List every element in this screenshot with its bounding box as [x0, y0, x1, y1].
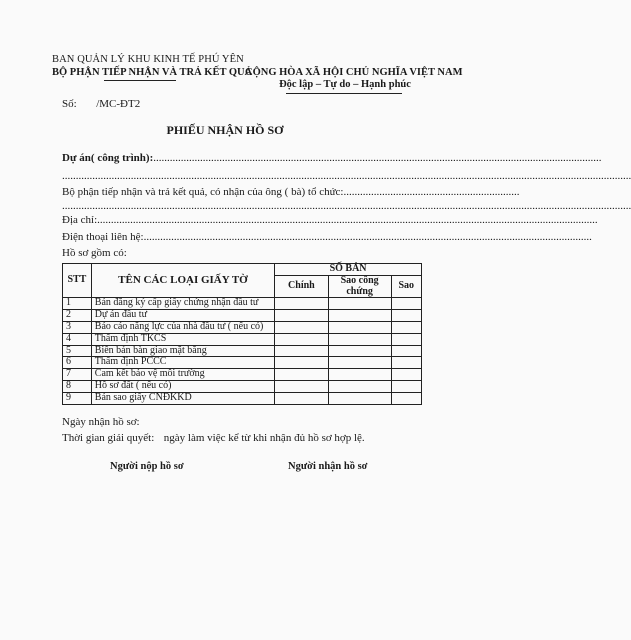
receiving-label: Bộ phận tiếp nhận và trả kết quả, có nhận của ông ( bà) tổ chức:: [62, 186, 344, 198]
project-field: [62, 152, 602, 165]
row-copy-cell: [391, 392, 421, 404]
row-document-name: Hồ sơ đất ( nếu có): [91, 380, 274, 392]
receiving-field: [62, 186, 520, 199]
processing-time-label: Thời gian giải quyết:: [62, 432, 155, 444]
row-certified-copy-cell: [328, 298, 391, 310]
country-name: CỘNG HÒA XÃ HỘI CHỦ NGHĨA VIỆT NAM: [245, 67, 463, 78]
row-original-cell: [275, 369, 329, 381]
project-dotted-line: ...................................................................................................................................................................: [153, 152, 602, 164]
row-document-name: Bản đăng ký cấp giấy chứng nhận đầu tư: [91, 298, 274, 310]
header-right-divider: [286, 93, 402, 94]
row-stt: 6: [63, 357, 92, 369]
row-copy-cell: [391, 357, 421, 369]
row-document-name: Cam kết bảo vệ môi trường: [91, 369, 274, 381]
row-original-cell: [275, 321, 329, 333]
row-original-cell: [275, 310, 329, 322]
phone-label: Điện thoại liên hệ:: [62, 231, 144, 243]
row-stt: 2: [63, 310, 92, 322]
row-copy-cell: [391, 298, 421, 310]
row-stt: 9: [63, 392, 92, 404]
row-certified-copy-cell: [328, 310, 391, 322]
address-field: [62, 214, 598, 227]
row-original-cell: [275, 357, 329, 369]
row-stt: 3: [63, 321, 92, 333]
document-number-code: /MC-ĐT2: [96, 98, 141, 110]
receiving-dotted-line-2: ...............................................................................................................................................................................................................: [62, 200, 631, 212]
row-stt: 8: [63, 380, 92, 392]
processing-time-field: [62, 432, 365, 444]
table-row: [63, 298, 422, 310]
row-document-name: Thẩm định TKCS: [91, 333, 274, 345]
row-copy-cell: [391, 310, 421, 322]
row-copy-cell: [391, 345, 421, 357]
header-left-divider: [104, 80, 176, 81]
table-row: [63, 369, 422, 381]
agency-name: BAN QUẢN LÝ KHU KINH TẾ PHÚ YÊN: [52, 54, 244, 65]
document-number-label: Số:: [62, 98, 77, 110]
row-original-cell: [275, 392, 329, 404]
phone-dotted-line: ...................................................................................................................................................................: [143, 231, 592, 243]
row-copy-cell: [391, 321, 421, 333]
row-certified-copy-cell: [328, 392, 391, 404]
row-document-name: Biên bản bàn giao mặt bằng: [91, 345, 274, 357]
submitter-signature-label: Người nộp hồ sơ: [110, 461, 184, 472]
row-original-cell: [275, 345, 329, 357]
project-dotted-line-2: ...............................................................................................................................................................................................................: [62, 170, 631, 182]
row-certified-copy-cell: [328, 357, 391, 369]
receiving-dotted-line: ................................................................: [343, 186, 520, 198]
row-stt: 7: [63, 369, 92, 381]
row-copy-cell: [391, 369, 421, 381]
table-row: [63, 357, 422, 369]
row-copy-cell: [391, 333, 421, 345]
row-document-name: Dự án đầu tư: [91, 310, 274, 322]
address-dotted-line: ......................................................................................................................................................................................: [97, 214, 598, 226]
table-row: [63, 333, 422, 345]
table-row: [63, 321, 422, 333]
table-row: [63, 345, 422, 357]
documents-table: [62, 263, 422, 405]
row-stt: 1: [63, 298, 92, 310]
row-certified-copy-cell: [328, 333, 391, 345]
row-certified-copy-cell: [328, 345, 391, 357]
documents-table-body: [63, 298, 422, 404]
col-certified-copy-header: Sao công chứng: [328, 275, 391, 298]
table-row: [63, 380, 422, 392]
address-label: Địa chỉ:: [62, 214, 98, 226]
col-original-header: Chính: [275, 275, 329, 298]
row-document-name: Thẩm định PCCC: [91, 357, 274, 369]
phone-field: [62, 231, 592, 244]
row-document-name: Bản sao giấy CNĐKKD: [91, 392, 274, 404]
col-copies-header: SỐ BẢN: [275, 264, 422, 276]
row-document-name: Báo cáo năng lực của nhà đầu tư ( nếu có): [91, 321, 274, 333]
table-row: [63, 392, 422, 404]
department-name: BỘ PHẬN TIẾP NHẬN VÀ TRẢ KẾT QUẢ: [52, 67, 253, 78]
document-title: PHIẾU NHẬN HỒ SƠ: [166, 123, 284, 137]
dossier-label: Hồ sơ gồm có:: [62, 247, 127, 259]
receiver-signature-label: Người nhận hồ sơ: [288, 461, 368, 472]
project-label: Dự án( công trình):: [62, 152, 154, 164]
row-certified-copy-cell: [328, 369, 391, 381]
col-stt-header: STT: [63, 264, 92, 298]
national-motto: Độc lập – Tự do – Hạnh phúc: [279, 79, 411, 90]
row-certified-copy-cell: [328, 321, 391, 333]
col-copy-header: Sao: [391, 275, 421, 298]
row-certified-copy-cell: [328, 380, 391, 392]
processing-time-text: ngày làm việc kể từ khi nhận đủ hồ sơ hợp lệ.: [163, 432, 365, 444]
document-number: [62, 98, 140, 110]
received-date-label: Ngày nhận hồ sơ:: [62, 416, 140, 428]
row-original-cell: [275, 380, 329, 392]
row-copy-cell: [391, 380, 421, 392]
table-row: [63, 310, 422, 322]
row-original-cell: [275, 333, 329, 345]
row-stt: 5: [63, 345, 92, 357]
col-name-header: TÊN CÁC LOẠI GIẤY TỜ: [91, 264, 274, 298]
row-stt: 4: [63, 333, 92, 345]
row-original-cell: [275, 298, 329, 310]
